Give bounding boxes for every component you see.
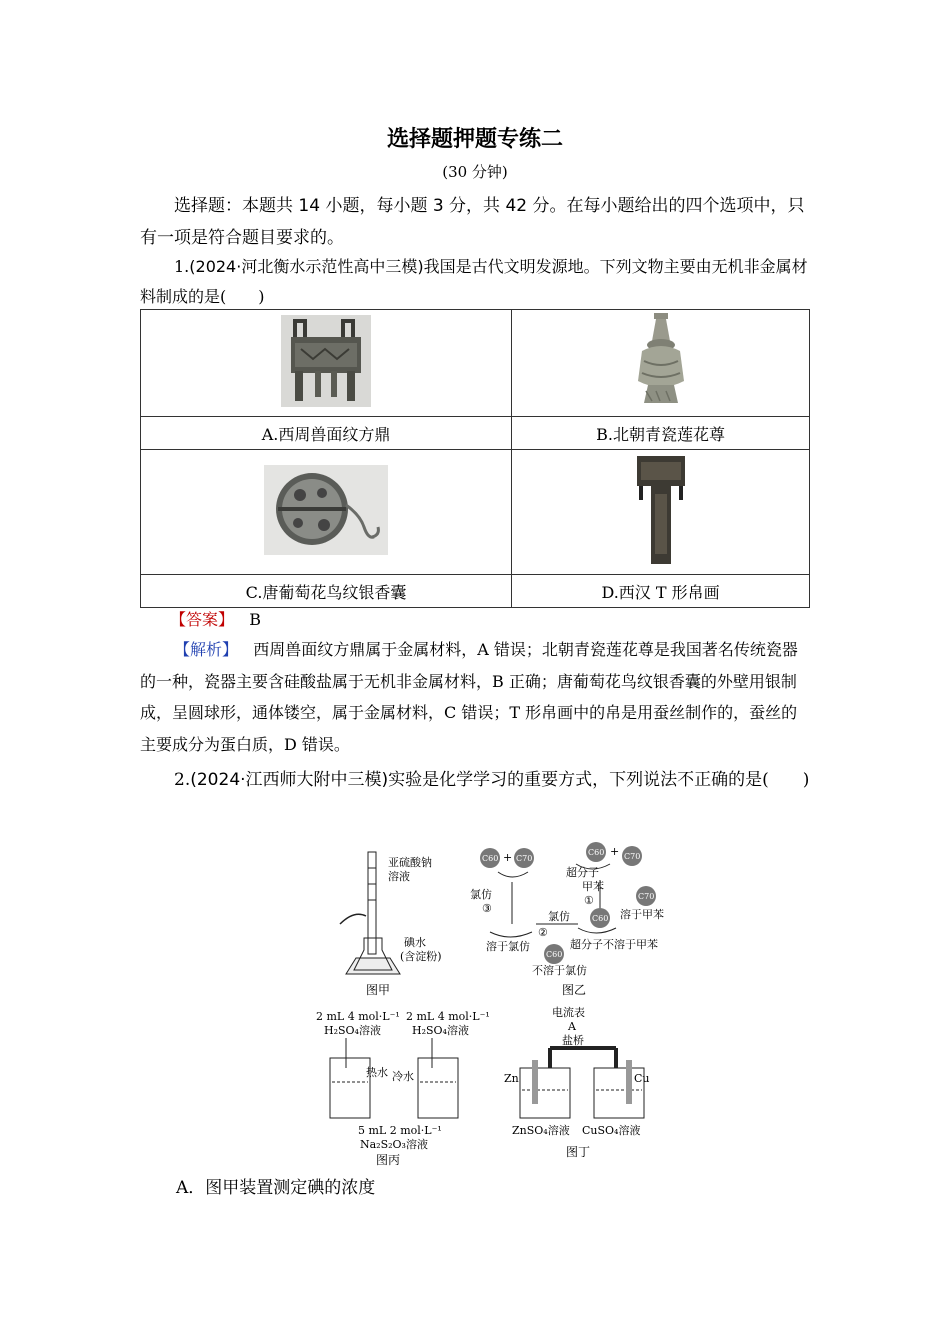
bing-hot: 热水 xyxy=(366,1066,388,1079)
question-2-figures xyxy=(300,838,680,1168)
question-2-text: 实验是化学学习的重要方式，下列说法不正确的是( ) xyxy=(388,770,810,790)
yi-caption: 图乙 xyxy=(562,983,587,997)
silk-painting-image xyxy=(633,454,689,566)
bing-acid-1a: 2 mL 4 mol·L⁻¹ xyxy=(316,1010,400,1023)
ding-bridge: 盐桥 xyxy=(562,1034,584,1047)
yi-step-1: ① xyxy=(584,894,594,907)
bing-caption: 图丙 xyxy=(376,1153,401,1167)
figure-bing xyxy=(316,1010,490,1167)
question-2-source: (2024·江西师大附中三模) xyxy=(190,770,389,790)
yi-step-2: ② xyxy=(538,926,548,939)
figure-yi xyxy=(470,842,664,997)
section-intro: 选择题：本题共 14 小题，每小题 3 分，共 42 分。在每小题给出的四个选项中，只有一项是符合题目要求的。 xyxy=(140,196,805,248)
bing-acid-1b: H₂SO₄溶液 xyxy=(324,1024,381,1037)
ding-caption: 图丁 xyxy=(566,1145,591,1159)
option-b-image-cell xyxy=(512,310,810,417)
question-2-stem xyxy=(140,764,810,796)
bing-acid-2a: 2 mL 4 mol·L⁻¹ xyxy=(406,1010,490,1023)
yi-c60-1: C60 xyxy=(482,854,499,863)
question-1-analysis xyxy=(140,634,810,760)
bronze-ding-image xyxy=(281,315,371,407)
jia-label-4: (含淀粉) xyxy=(400,950,442,963)
yi-c70-2: C70 xyxy=(624,852,641,861)
analysis-tag: 【解析】 xyxy=(174,640,239,659)
yi-c60-2: C60 xyxy=(588,848,605,857)
ding-cuso4: CuSO₄溶液 xyxy=(582,1124,641,1137)
yi-dissolve-chloroform: 溶于氯仿 xyxy=(486,940,530,953)
question-1-options-table xyxy=(140,309,810,608)
yi-supra: 超分子 xyxy=(566,866,599,879)
figure-jia xyxy=(340,852,442,997)
ding-meter: 电流表 xyxy=(552,1006,585,1019)
yi-step-3: ③ xyxy=(482,902,492,915)
option-a-image-cell xyxy=(141,310,512,417)
silver-sachet-image xyxy=(264,465,388,555)
page-title: 选择题押题专练二 xyxy=(386,127,563,152)
celadon-zun-image xyxy=(626,311,696,411)
jia-label-1: 亚硫酸钠 xyxy=(388,856,432,869)
answer-value: B xyxy=(249,610,262,629)
analysis-text: 西周兽面纹方鼎属于金属材料，A 错误；北朝青瓷莲花尊是我国著名传统瓷器的一种，瓷器主要含硅酸盐属于无机非金属材料，B 正确；唐葡萄花鸟纹银香囊的外壁用银制成，呈圆球形，通体镂空，属于金属材料，C 错误；T 形帛画中的帛是用蚕丝制作的，蚕丝的主要成分为蛋白质，D 错误。 xyxy=(140,640,798,754)
question-1-answer xyxy=(170,604,810,636)
bing-acid-2b: H₂SO₄溶液 xyxy=(412,1024,469,1037)
yi-chloroform-2: 氯仿 xyxy=(470,888,492,901)
question-2-option-a: A．图甲装置测定碘的浓度 xyxy=(176,1178,376,1198)
yi-c60-3: C60 xyxy=(592,914,609,923)
yi-chloroform-1: 氯仿 xyxy=(548,910,570,923)
jia-label-2: 溶液 xyxy=(388,870,410,883)
yi-c70-3: C70 xyxy=(638,892,655,901)
yi-plus-1: + xyxy=(503,851,513,864)
yi-plus-2: + xyxy=(610,845,620,858)
option-c-label: C.唐葡萄花鸟纹银香囊 xyxy=(141,575,512,608)
ding-zn: Zn xyxy=(504,1072,519,1085)
option-a-label: A.西周兽面纹方鼎 xyxy=(141,417,512,450)
option-d-label: D.西汉 T 形帛画 xyxy=(512,575,810,608)
ding-znso4: ZnSO₄溶液 xyxy=(512,1124,570,1137)
question-1-stem xyxy=(140,252,810,312)
yi-toluene: 甲苯 xyxy=(582,880,604,893)
bing-thio-1: 5 mL 2 mol·L⁻¹ xyxy=(358,1124,442,1137)
yi-supra-insoluble: 超分子不溶于甲苯 xyxy=(570,938,658,951)
ding-cu: Cu xyxy=(634,1072,650,1085)
jia-caption: 图甲 xyxy=(366,983,391,997)
jia-label-3: 碘水 xyxy=(404,936,426,949)
time-limit: (30 分钟) xyxy=(442,163,508,181)
bing-cold: 冷水 xyxy=(392,1070,414,1083)
ding-meter-a: A xyxy=(568,1020,576,1033)
answer-tag: 【答案】 xyxy=(170,610,235,629)
yi-insoluble-chloroform: 不溶于氯仿 xyxy=(532,964,587,977)
option-d-image-cell xyxy=(512,450,810,575)
question-1-source: (2024·河北衡水示范性高中三模) xyxy=(189,257,424,276)
yi-c60-4: C60 xyxy=(546,950,563,959)
option-b-label: B.北朝青瓷莲花尊 xyxy=(512,417,810,450)
question-2-number: 2. xyxy=(174,770,191,790)
yi-c70-1: C70 xyxy=(516,854,533,863)
yi-dissolve-toluene: 溶于甲苯 xyxy=(620,908,664,921)
question-1-text: 我国是古代文明发源地。下列文物主要由无机非金属材料制成的是( ) xyxy=(140,257,808,306)
option-c-image-cell xyxy=(141,450,512,575)
figure-ding xyxy=(504,1005,650,1159)
question-1-number: 1. xyxy=(174,257,190,276)
bing-thio-2: Na₂S₂O₃溶液 xyxy=(360,1138,428,1151)
